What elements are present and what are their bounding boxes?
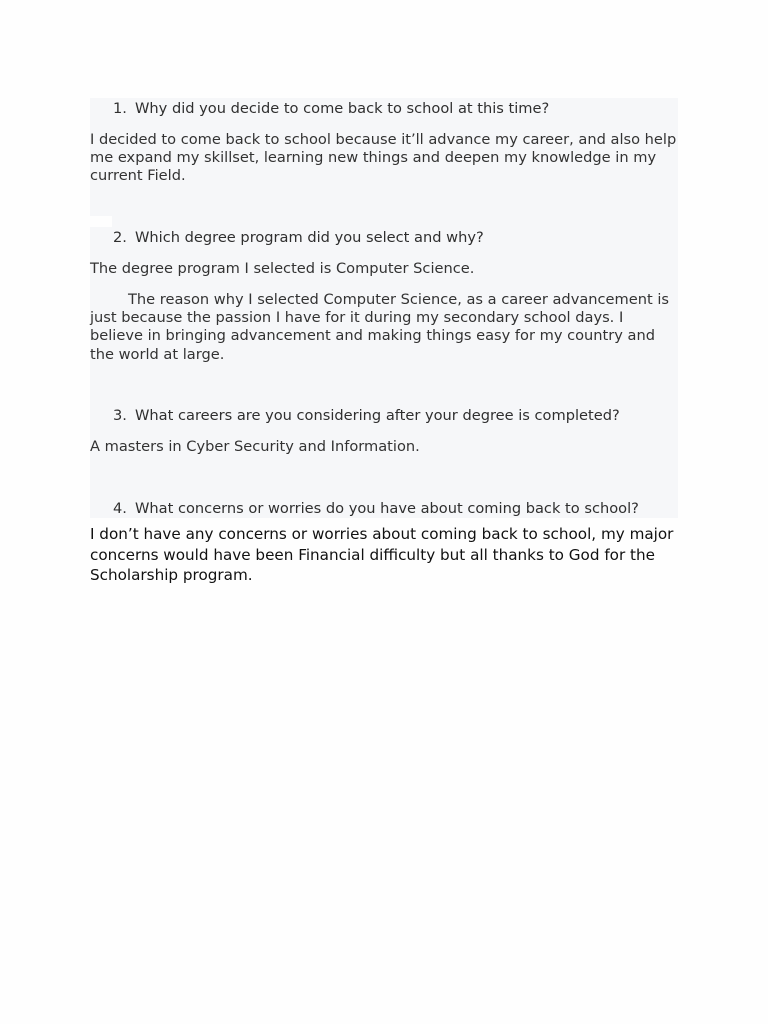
question-3-text: What careers are you considering after your degree is completed? (135, 407, 620, 424)
question-1-number: 1. (113, 100, 127, 117)
answer-1-paragraph: I decided to come back to school because it’ll advance my career, and also help me expand my skillset, learning new things and deepen my knowledge in my current Field. (90, 131, 677, 185)
answer-2-paragraph-1: The degree program I selected is Computer Science. (90, 260, 475, 277)
question-4-text: What concerns or worries do you have about coming back to school? (135, 500, 639, 517)
question-1 (113, 100, 549, 118)
question-2-number: 2. (113, 229, 127, 246)
question-1-text: Why did you decide to come back to school at this time? (135, 100, 550, 117)
question-4-number: 4. (113, 500, 127, 517)
answer-3-paragraph: A masters in Cyber Security and Information. (90, 438, 420, 455)
shade-notch (90, 216, 112, 227)
question-2 (113, 229, 484, 247)
question-2-text: Which degree program did you select and why? (135, 229, 484, 246)
answer-4-paragraph: I don’t have any concerns or worries about coming back to school, my major concerns would have been Financial difficulty but all thanks to God for the Scholarship program. (90, 525, 674, 585)
question-3 (113, 407, 620, 425)
question-4 (113, 500, 639, 518)
answer-2-paragraph-2: The reason why I selected Computer Science, as a career advancement is just because the passion I have for it during my secondary school days. I believe in bringing advancement and making things easy for my country and the world at large. (90, 291, 669, 363)
question-3-number: 3. (113, 407, 127, 424)
